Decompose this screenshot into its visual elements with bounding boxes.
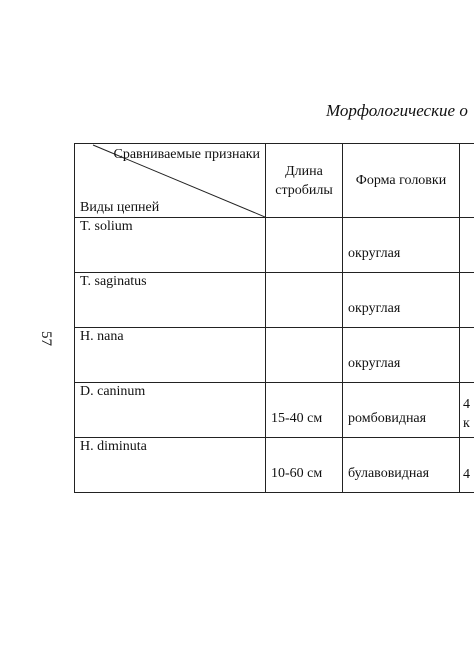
header-head-shape: Форма головки bbox=[343, 144, 460, 218]
extra-cell bbox=[460, 273, 474, 328]
extra-cell: 4 bbox=[460, 438, 474, 493]
length-cell bbox=[266, 218, 343, 273]
table-row bbox=[75, 218, 474, 273]
table-header-row bbox=[75, 144, 474, 218]
corner-bottom-label: Виды цепней bbox=[80, 200, 160, 215]
head-shape-cell: округлая bbox=[343, 218, 460, 273]
species-cell: D. caninum bbox=[75, 383, 266, 438]
table-row bbox=[75, 328, 474, 383]
corner-header-cell bbox=[75, 144, 266, 218]
table-row bbox=[75, 438, 474, 493]
length-cell bbox=[266, 328, 343, 383]
header-length: Длина стробилы bbox=[266, 144, 343, 218]
length-cell bbox=[266, 273, 343, 328]
page-number: 57 bbox=[38, 331, 54, 346]
length-cell: 10-60 см bbox=[266, 438, 343, 493]
table-caption: Морфологические о bbox=[326, 101, 468, 120]
species-cell: T. saginatus bbox=[75, 273, 266, 328]
corner-top-label: Сравниваемые признаки bbox=[113, 147, 260, 162]
extra-cell: 4 к bbox=[460, 383, 474, 438]
head-shape-cell: булавовидная bbox=[343, 438, 460, 493]
head-shape-cell: округлая bbox=[343, 273, 460, 328]
extra-cell bbox=[460, 328, 474, 383]
length-cell: 15-40 см bbox=[266, 383, 343, 438]
head-shape-cell: округлая bbox=[343, 328, 460, 383]
table-row bbox=[75, 273, 474, 328]
head-shape-cell: ромбовидная bbox=[343, 383, 460, 438]
extra-cell bbox=[460, 218, 474, 273]
species-cell: H. diminuta bbox=[75, 438, 266, 493]
header-cut-off bbox=[460, 144, 474, 218]
species-cell: H. nana bbox=[75, 328, 266, 383]
species-cell: T. solium bbox=[75, 218, 266, 273]
table-row bbox=[75, 383, 474, 438]
comparison-table bbox=[74, 143, 474, 493]
